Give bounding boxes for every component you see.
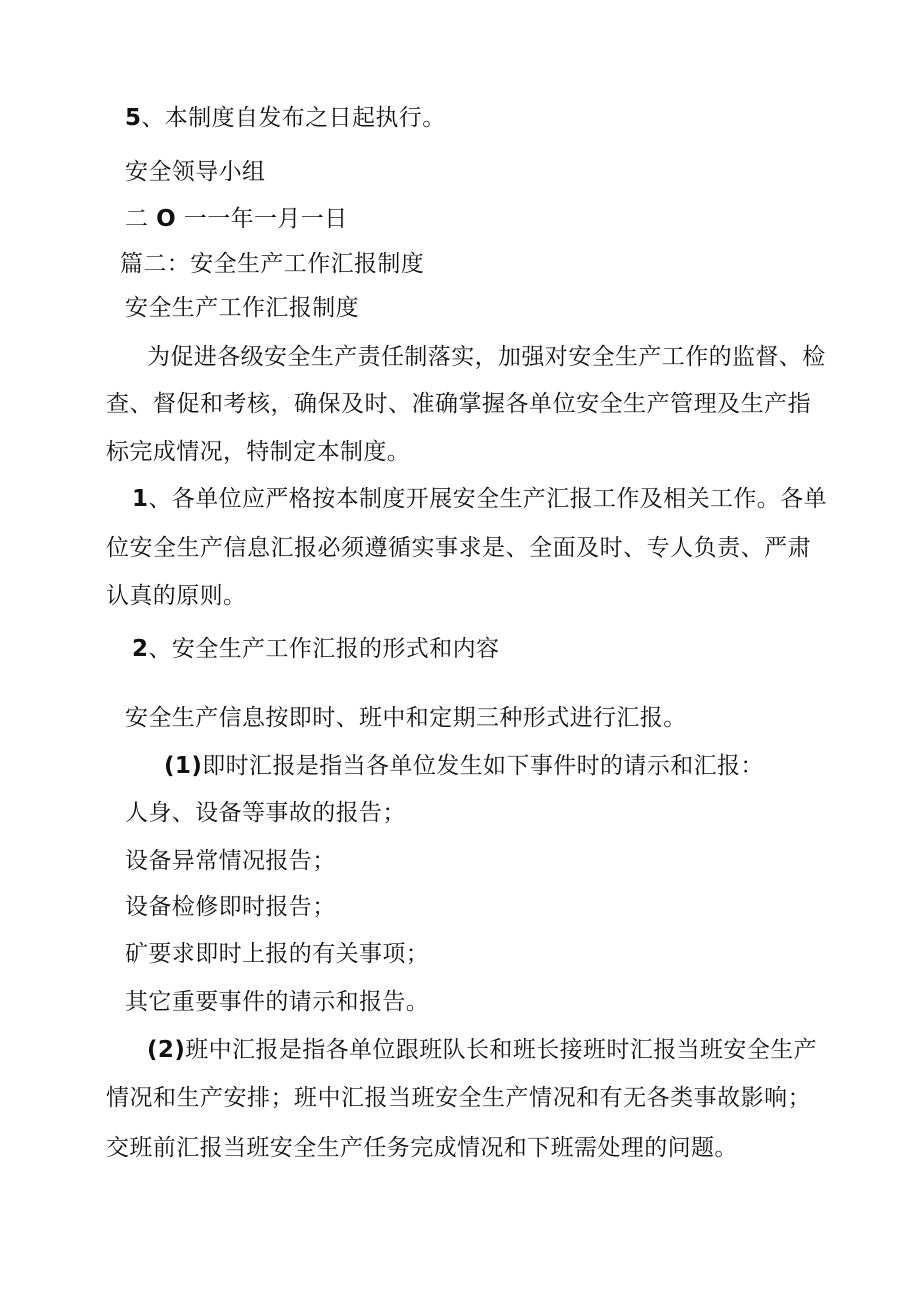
sub-item-text: 班中汇报是指各单位跟班队长和班长接班时汇报当班安全生产 — [185, 1037, 818, 1063]
sub-item-1 — [164, 755, 764, 778]
sub-item-text: 即时汇报是指当各单位发生如下事件时的请示和汇报： — [202, 753, 764, 779]
item-1 — [132, 486, 828, 512]
date-part: 一一年一月一日 — [183, 206, 348, 232]
doc-title: 安全生产工作汇报制度 — [125, 295, 359, 321]
section-heading: 篇二：安全生产工作汇报制度 — [120, 251, 425, 277]
sub-item-2-line: 情况和生产安排；班中汇报当班安全生产情况和有无各类事故影响； — [106, 1085, 811, 1111]
item-5 — [125, 107, 446, 130]
intro-line: 标完成情况，特制定本制度。 — [106, 439, 411, 465]
item-number: 5 — [125, 105, 142, 131]
item-text: 、各单位应严格按本制度开展安全生产汇报工作及相关工作。各单 — [148, 486, 828, 512]
list-item: 设备异常情况报告； — [125, 848, 336, 874]
intro-line: 查、督促和考核，确保及时、准确掌握各单位安全生产管理及生产指 — [106, 391, 811, 417]
list-item: 人身、设备等事故的报告； — [125, 800, 406, 826]
item-text: 、安全生产工作汇报的形式和内容 — [148, 636, 500, 662]
intro-line: 为促进各级安全生产责任制落实，加强对安全生产工作的监督、检 — [147, 344, 826, 370]
item-2 — [132, 638, 499, 661]
item-number: 1 — [132, 486, 149, 512]
sub-item-2 — [147, 1037, 818, 1063]
signature: 安全领导小组 — [125, 159, 266, 185]
list-item: 矿要求即时上报的有关事项； — [125, 941, 430, 967]
item-1-line: 位安全生产信息汇报必须遵循实事求是、全面及时、专人负责、严肃 — [106, 535, 811, 561]
forms-intro: 安全生产信息按即时、班中和定期三种形式进行汇报。 — [125, 705, 687, 731]
item-number: 2 — [132, 636, 149, 662]
date-part: 二 — [125, 206, 149, 232]
date-zero: O — [156, 206, 177, 232]
list-item: 其它重要事件的请示和报告。 — [125, 989, 430, 1015]
item-1-line: 认真的原则。 — [106, 583, 247, 609]
list-item: 设备检修即时报告； — [125, 894, 336, 920]
sub-item-number: (2) — [147, 1037, 186, 1063]
item-text: 、本制度自发布之日起执行。 — [141, 105, 446, 131]
sub-item-number: (1) — [164, 753, 203, 779]
date — [125, 208, 348, 231]
sub-item-2-line: 交班前汇报当班安全生产任务完成情况和下班需处理的问题。 — [106, 1135, 738, 1161]
